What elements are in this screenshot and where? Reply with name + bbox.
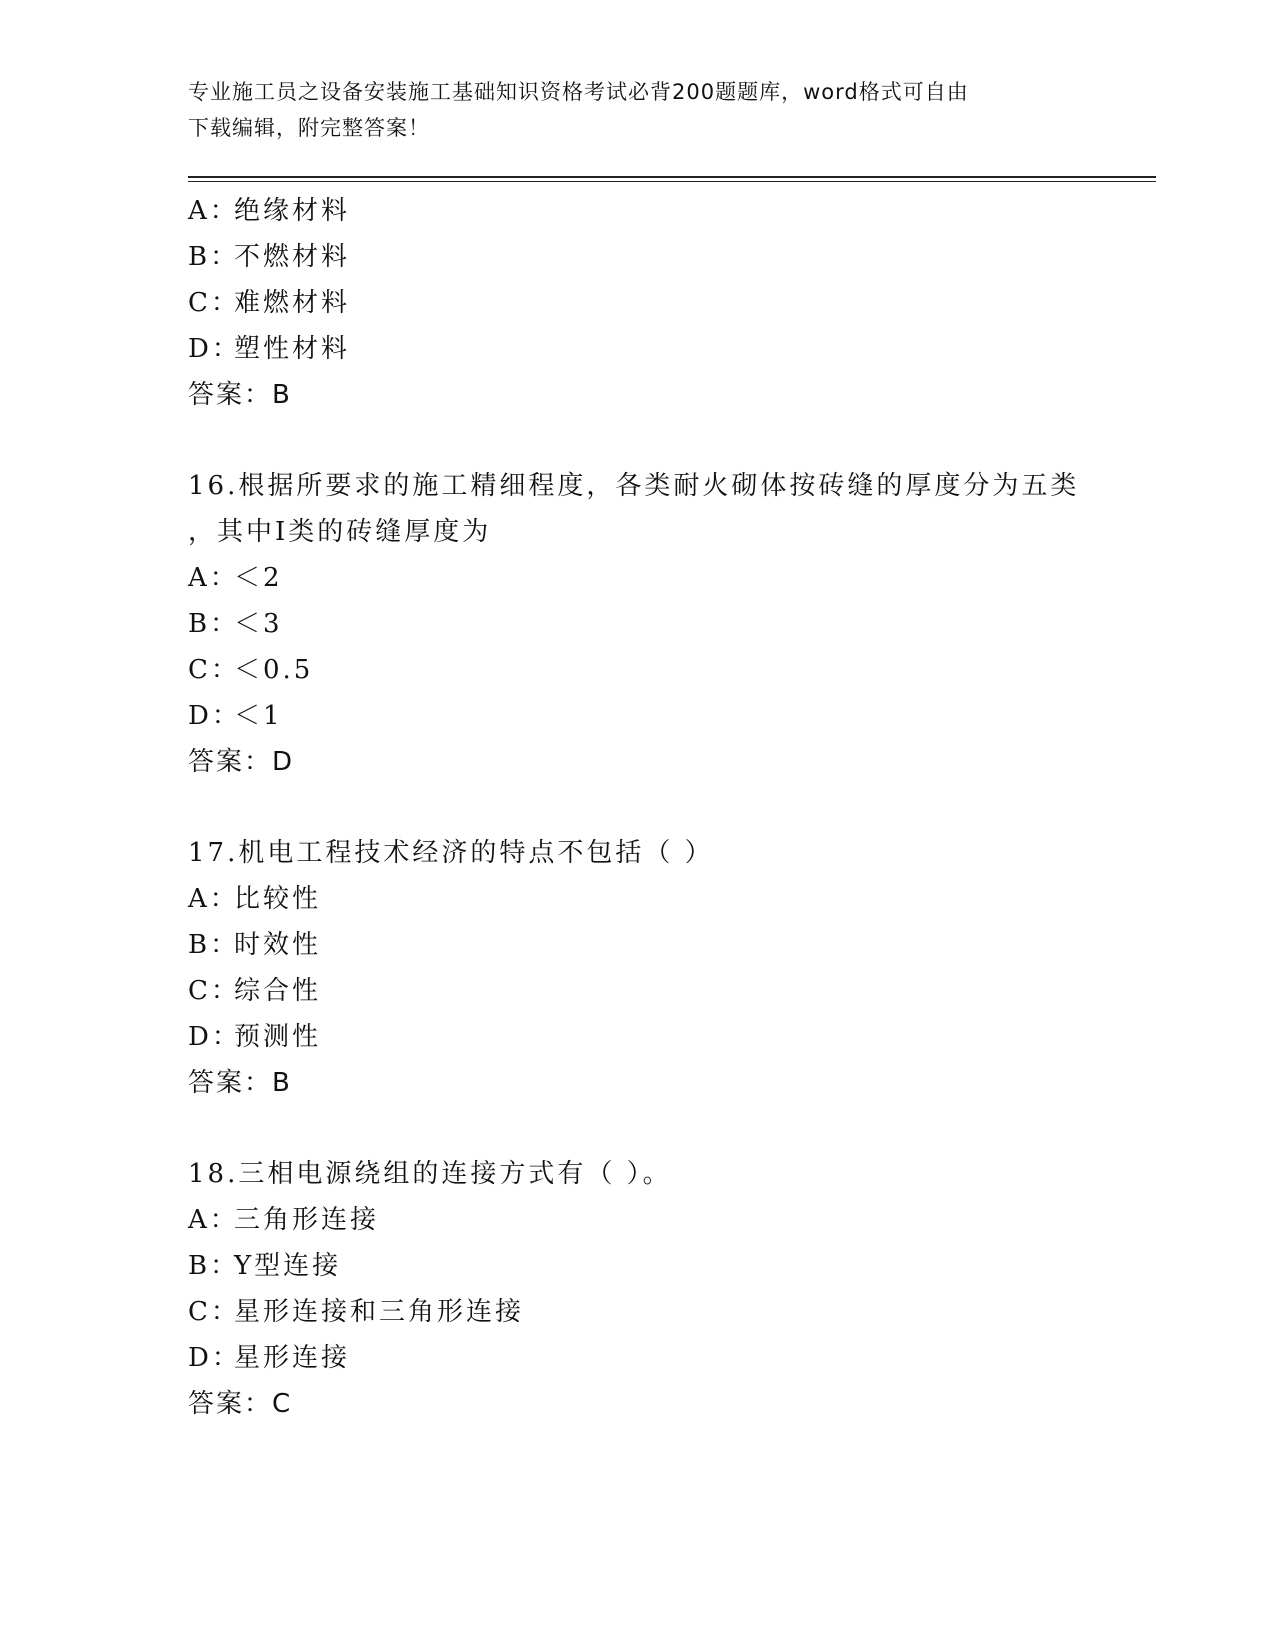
answer-line: 答案：C [188,1389,293,1419]
option-b: B：＜3 [188,609,283,639]
option-b: B：Y型连接 [188,1251,342,1281]
option-c: C：难燃材料 [188,288,351,318]
option-c: C：综合性 [188,976,322,1006]
option-b: B：时效性 [188,930,322,960]
question-text-line-1: 16.根据所要求的施工精细程度，各类耐火砌体按砖缝的厚度分为五类 [188,471,1080,501]
option-a: A：＜2 [188,563,283,593]
question-list [188,188,1148,1427]
option-c: C：＜0.5 [188,655,314,685]
answer-line: 答案：B [188,380,292,410]
option-d: D：预测性 [188,1022,322,1052]
header-divider-thin [188,181,1156,182]
option-a: A：比较性 [188,884,322,914]
option-d: D：星形连接 [188,1343,351,1373]
option-a: A：三角形连接 [188,1205,380,1235]
answer-line: 答案：B [188,1068,292,1098]
question-text-line-1: 18.三相电源绕组的连接方式有（ ）。 [188,1159,672,1189]
option-a: A：绝缘材料 [188,196,351,226]
document-header [188,74,1088,146]
question-block-15 [188,188,1148,418]
header-divider-thick [188,176,1156,178]
option-c: C：星形连接和三角形连接 [188,1297,525,1327]
question-text-line-2: ，其中Ⅰ类的砖缝厚度为 [188,517,492,547]
question-block-18 [188,1151,1148,1427]
answer-line: 答案：D [188,747,295,777]
header-line-1: 专业施工员之设备安装施工基础知识资格考试必背200题题库，word格式可自由 [188,80,969,104]
header-line-2: 下载编辑，附完整答案！ [188,116,430,140]
option-d: D：＜1 [188,701,283,731]
question-block-16 [188,463,1148,785]
question-block-17 [188,830,1148,1106]
option-d: D：塑性材料 [188,334,351,364]
question-text-line-1: 17.机电工程技术经济的特点不包括（ ） [188,838,714,868]
option-b: B：不燃材料 [188,242,351,272]
